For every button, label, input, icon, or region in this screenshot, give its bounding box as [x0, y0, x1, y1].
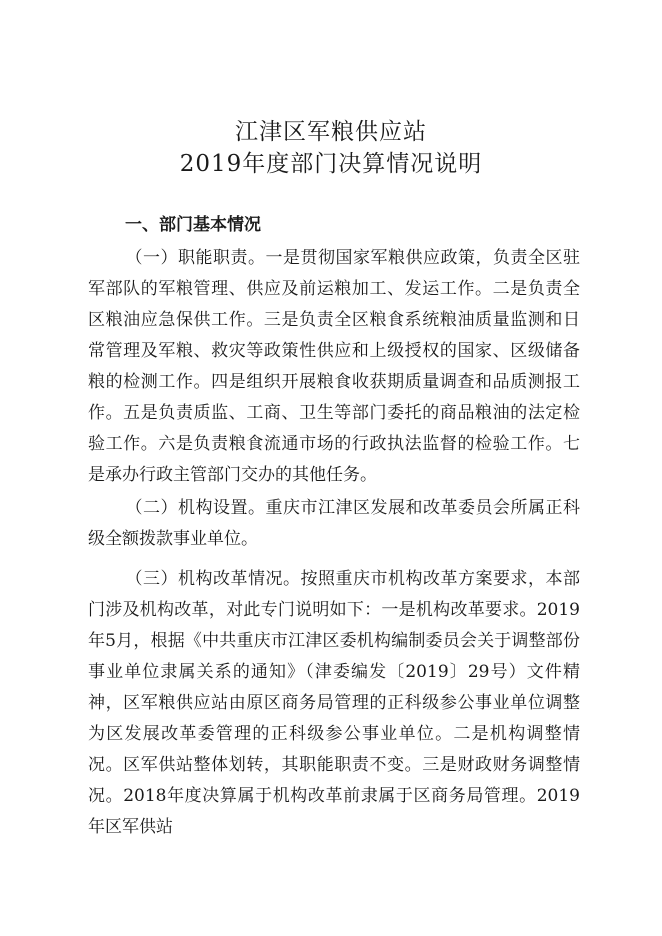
paragraph-organization-text: （二）机构设置。重庆市江津区发展和改革委员会所属正科级全额拨款事业单位。 [88, 498, 580, 549]
section-heading-basic-info: 一、部门基本情况 [125, 215, 261, 235]
paragraph-reform [88, 564, 580, 843]
document-title-line-1: 江津区军粮供应站 [235, 119, 427, 145]
paragraph-reform-text: （三）机构改革情况。按照重庆市机构改革方案要求，本部门涉及机构改革，对此专门说明如下：一是机构改革要求。2019年5月，根据《中共重庆市江津区委机构编制委员会关于调整部份事业单位隶属关系的通知》（津委编发〔2019〕29号）文件精神，区军粮供应站由原区商务局管理的正科级参公事业单位调整为区发展改革委管理的正科级参公事业单位。二是机构调整情况。区军供站整体划转，其职能职责不变。三是财政财务调整情况。2018年度决算属于机构改革前隶属于区商务局管理。2019年区军供站 [88, 569, 580, 837]
paragraph-duties-text: （一）职能职责。一是贯彻国家军粮供应政策，负责全区驻军部队的军粮管理、供应及前运粮加工、发运工作。二是负责全区粮油应急保供工作。三是负责全区粮食系统粮油质量监测和日常管理及军粮、救灾等政策性供应和上级授权的国家、区级储备粮的检测工作。四是组织开展粮食收获期质量调查和品质测报工作。五是负责质监、工商、卫生等部门委托的商品粮油的法定检验工作。六是负责粮食流通市场的行政执法监督的检验工作。七是承办行政主管部门交办的其他任务。 [88, 248, 580, 485]
paragraph-duties [88, 243, 580, 491]
document-title-line-2: 2019年度部门决算情况说明 [179, 151, 483, 177]
paragraph-organization [88, 493, 580, 555]
